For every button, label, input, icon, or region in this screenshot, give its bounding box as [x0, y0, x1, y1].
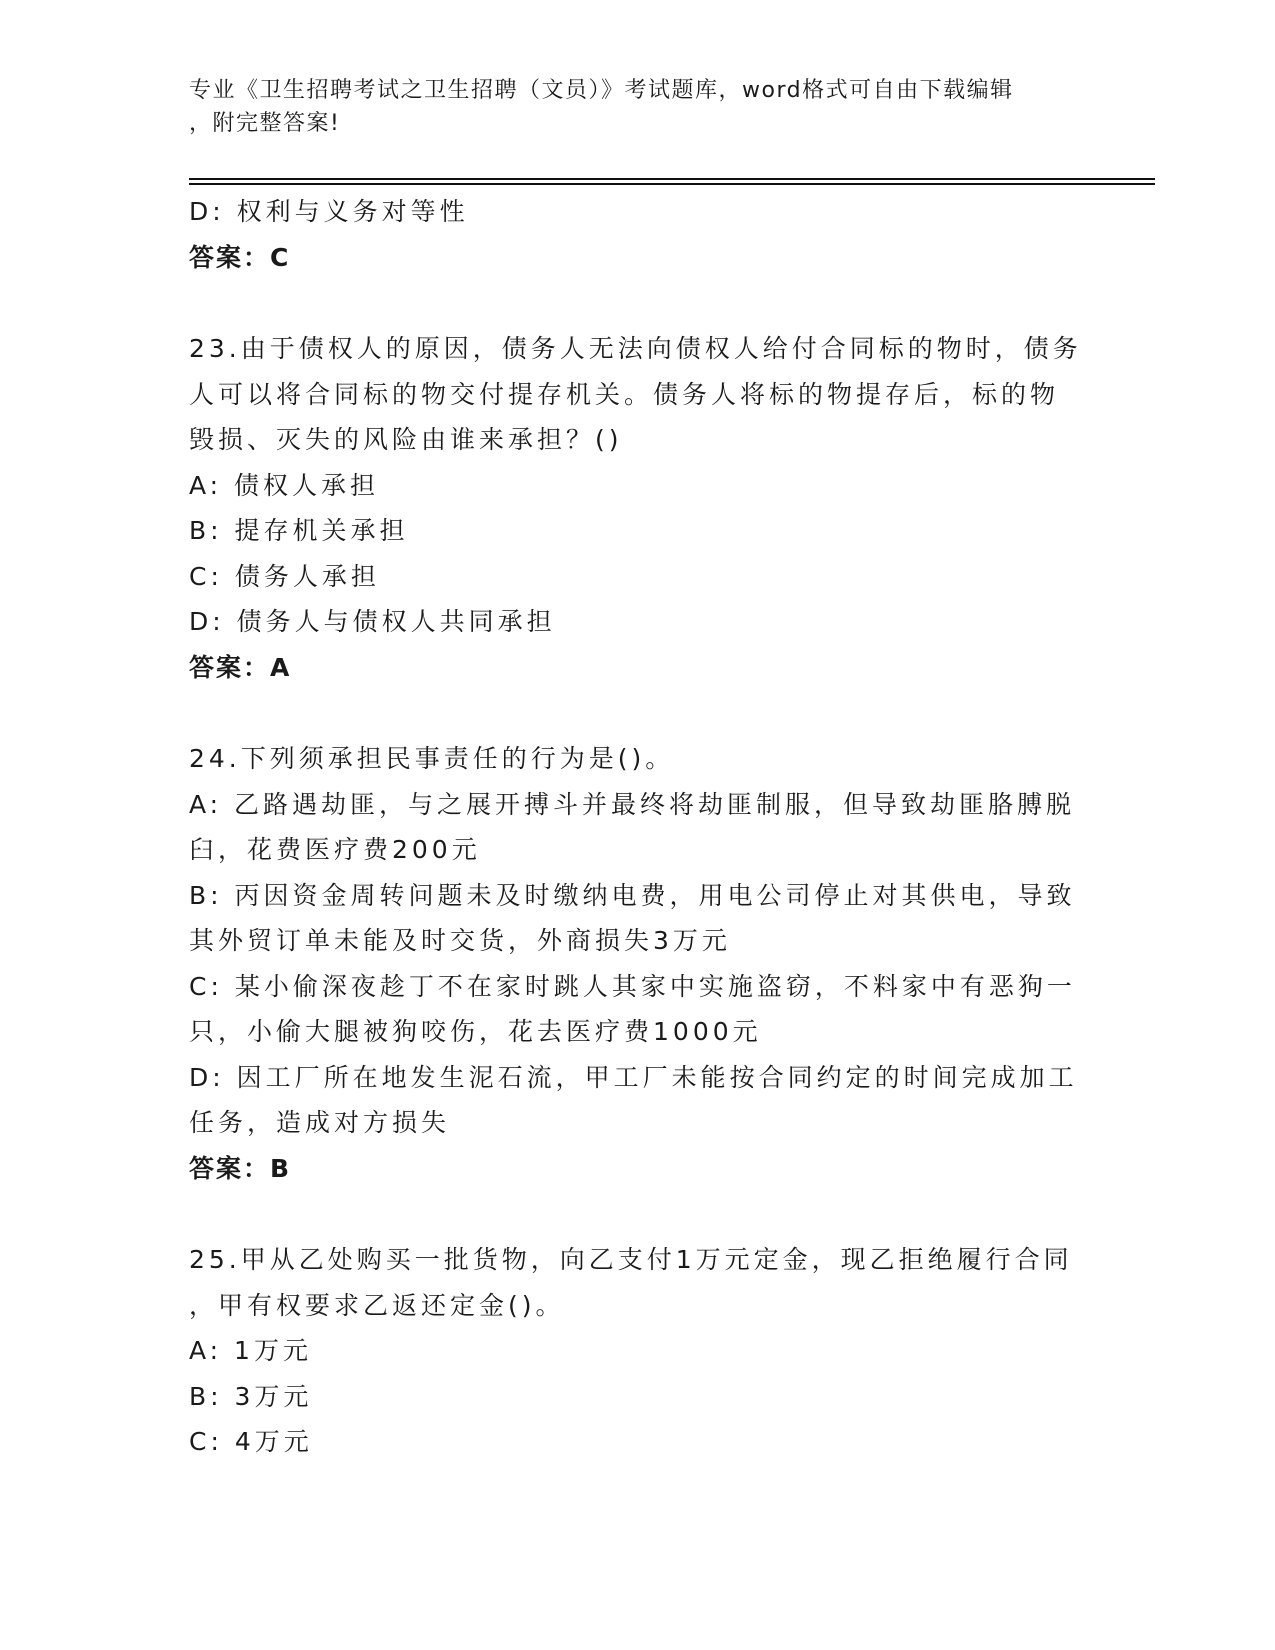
header-title-line: 专业《卫生招聘考试之卫生招聘（文员）》考试题库，word格式可自由下载编辑: [189, 78, 1014, 103]
question-stem: 25.甲从乙处购买一批货物，向乙支付1万元定金，现乙拒绝履行合同: [189, 1245, 1073, 1274]
option-b: B: 提存机关承担: [189, 516, 409, 545]
question-stem-continued: 人可以将合同标的物交付提存机关。债务人将标的物提存后，标的物: [189, 379, 1060, 409]
option-d: D: 债务人与债权人共同承担: [189, 607, 556, 636]
option-a: A: 1万元: [189, 1336, 312, 1365]
option-c-continued: 只，小偷大腿被狗咬伤，花去医疗费1000元: [189, 1017, 762, 1046]
answer-label: 答案：B: [189, 1153, 292, 1183]
header-title-line-continued: ，附完整答案!: [189, 111, 341, 136]
document-header: [189, 74, 1089, 140]
header-divider-top: [189, 178, 1155, 180]
question-25: [189, 1237, 1089, 1465]
question-stem: 23.由于债权人的原因，债务人无法向债权人给付合同标的物时，债务: [189, 334, 1082, 363]
answer-label: 答案：A: [189, 652, 292, 682]
option-d: D: 因工厂所在地发生泥石流，甲工厂未能按合同约定的时间完成加工: [189, 1062, 1078, 1092]
spacer: [189, 280, 1089, 326]
spacer: [189, 1191, 1089, 1237]
spacer: [189, 690, 1089, 736]
option-a: A: 债权人承担: [189, 470, 380, 500]
question-stem-continued: ，甲有权要求乙返还定金()。: [189, 1290, 565, 1320]
option-b: B: 3万元: [189, 1381, 313, 1411]
header-divider-bottom: [189, 183, 1155, 185]
option-d: D: 权利与义务对等性: [189, 197, 469, 226]
option-a: A: 乙路遇劫匪，与之展开搏斗并最终将劫匪制服，但导致劫匪胳膊脱: [189, 789, 1076, 819]
answer-label: 答案：C: [189, 242, 291, 272]
question-23: [189, 326, 1089, 690]
option-d-continued: 任务，造成对方损失: [189, 1108, 451, 1137]
question-stem-continued: 毁损、灭失的风险由谁来承担？(): [189, 425, 623, 454]
option-c: C: 4万元: [189, 1427, 313, 1456]
question-stem: 24.下列须承担民事责任的行为是()。: [189, 744, 675, 773]
option-c: C: 债务人承担: [189, 561, 380, 591]
question-22: [189, 189, 1089, 280]
question-24: [189, 736, 1089, 1191]
option-b-continued: 其外贸订单未能及时交货，外商损失3万元: [189, 926, 731, 955]
option-c: C: 某小偷深夜趁丁不在家时跳人其家中实施盗窃，不料家中有恶狗一: [189, 971, 1076, 1001]
question-list: [189, 189, 1089, 1465]
option-a-continued: 臼，花费医疗费200元: [189, 835, 481, 864]
option-b: B: 丙因资金周转问题未及时缴纳电费，用电公司停止对其供电，导致: [189, 880, 1076, 910]
